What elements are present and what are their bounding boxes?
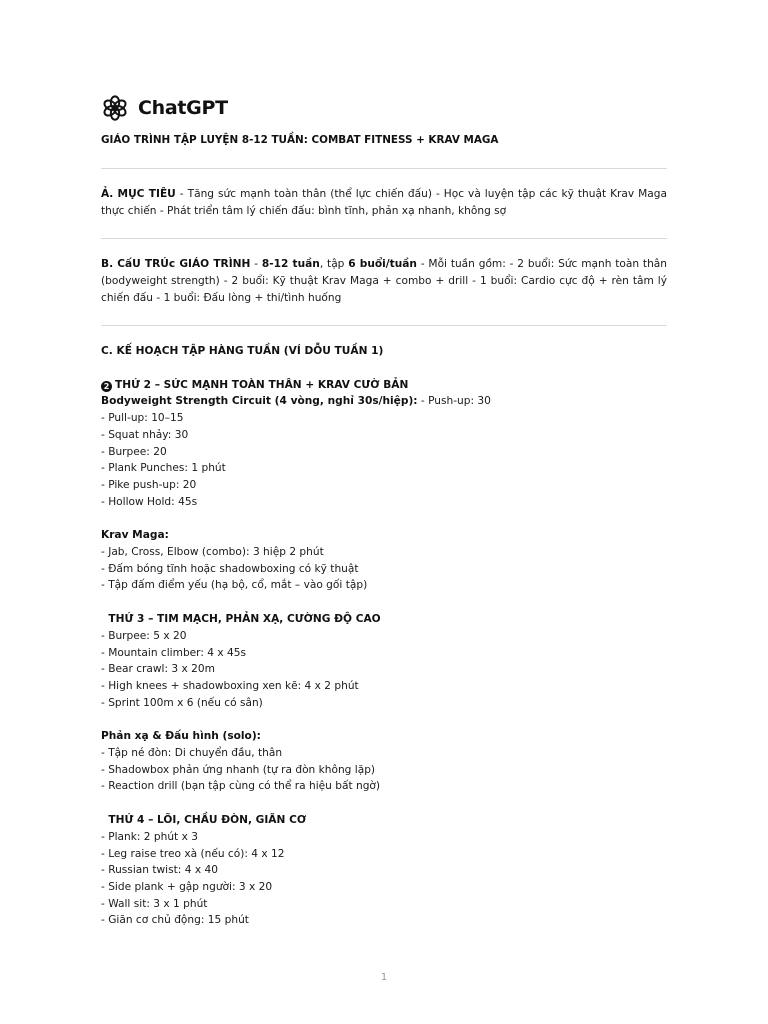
list-item: - Plank: 2 phút x 3 bbox=[101, 830, 198, 843]
chatgpt-logo bbox=[101, 92, 228, 124]
list-item: - Pike push-up: 20 bbox=[101, 478, 197, 491]
divider bbox=[101, 168, 667, 169]
list-item: - Burpee: 20 bbox=[101, 445, 167, 458]
list-item: - Pull-up: 10–15 bbox=[101, 412, 184, 425]
section-a bbox=[101, 186, 667, 220]
section-b-heading: B. CấU TRÚc GIÁO TRÌNH bbox=[101, 258, 251, 270]
list-item: - Jab, Cross, Elbow (combo): 3 hiệp 2 phút bbox=[101, 546, 324, 559]
brand-name: ChatGPT bbox=[138, 97, 228, 119]
list-item: - Bear crawl: 3 x 20m bbox=[101, 663, 215, 676]
list-item: - Squat nhảy: 30 bbox=[101, 428, 189, 441]
list-item: - Shadowbox phản ứng nhanh (tự ra đòn không lặp) bbox=[101, 763, 376, 776]
divider bbox=[101, 238, 667, 239]
day2-heading bbox=[101, 377, 667, 394]
circuit-line bbox=[101, 393, 667, 410]
section-c-heading: C. KẾ HOẠCH TẬP HÀNG TUẦN (VÍ DỖU TUẦN 1) bbox=[101, 345, 384, 357]
list-item: - Reaction drill (bạn tập cùng có thể ra hiệu bất ngờ) bbox=[101, 780, 381, 793]
day2-heading-text: THỨ 2 – SỨC MẠNH TOÀN THÂN + KRAV CƯỜ BẢN bbox=[115, 378, 409, 391]
list-item: - Side plank + gập người: 3 x 20 bbox=[101, 880, 273, 893]
list-item: - Đấm bóng tĩnh hoặc shadowboxing có kỹ thuật bbox=[101, 562, 359, 575]
section-b-separator: - bbox=[250, 258, 262, 270]
list-item: - Burpee: 5 x 20 bbox=[101, 629, 187, 642]
section-b bbox=[101, 256, 667, 307]
list-item: - Russian twist: 4 x 40 bbox=[101, 864, 218, 877]
section-a-heading: Ả. MỤC TIÊU bbox=[101, 188, 176, 200]
list-item: - Wall sit: 3 x 1 phút bbox=[101, 897, 208, 910]
page-number: 1 bbox=[380, 972, 388, 983]
section-b-weeks: 8-12 tuần bbox=[261, 258, 320, 270]
day4-heading: THỨ 4 – LÕI, CHẦU ĐÒN, GIÃN CƠ bbox=[101, 814, 307, 827]
document-title: GIÁO TRÌNH TẬP LUYỆN 8-12 TUẦN: COMBAT FITNESS + KRAV MAGA bbox=[101, 134, 499, 146]
list-item: - Giãn cơ chủ động: 15 phút bbox=[101, 914, 249, 927]
list-item: - Plank Punches: 1 phút bbox=[101, 462, 226, 475]
openai-logo-icon bbox=[101, 94, 129, 122]
circuit-first-item: - Push-up: 30 bbox=[417, 395, 491, 408]
reflex-label: Phản xạ & Đấu hình (solo): bbox=[101, 730, 261, 743]
list-item: - Sprint 100m x 6 (nếu có sân) bbox=[101, 696, 263, 709]
list-item: - Leg raise treo xà (nếu có): 4 x 12 bbox=[101, 847, 285, 860]
day3-heading: THỨ 3 – TIM MẠCH, PHẢN XẠ, CƯỜNG ĐỘ CAO bbox=[101, 613, 381, 626]
list-item: - Tập né đòn: Di chuyển đầu, thân bbox=[101, 747, 283, 760]
list-item: - Mountain climber: 4 x 45s bbox=[101, 646, 247, 659]
list-item: - Tập đấm điểm yếu (hạ bộ, cổ, mắt – vào gối tập) bbox=[101, 579, 368, 592]
list-item: - High knees + shadowboxing xen kẽ: 4 x 2 phút bbox=[101, 679, 359, 692]
divider bbox=[101, 325, 667, 326]
section-c bbox=[101, 343, 667, 929]
circuit-label: Bodyweight Strength Circuit (4 vòng, nghỉ 30s/hiệp): bbox=[101, 395, 418, 408]
section-b-text: - Mỗi tuần gồm: - 2 buổi: Sức mạnh toàn thân (bodyweight strength) - 2 buổi: Kỹ thuật Krav Maga + combo + drill - 1 buổi: Cardio cực độ + rèn tâm lý chiến đấu - 1 buổi: Đấu lòng + thi/tình huống bbox=[101, 258, 668, 304]
number-2-icon: 2 bbox=[101, 381, 112, 392]
section-a-text: - Tăng sức mạnh toàn thân (thể lực chiến đấu) - Học và luyện tập các kỹ thuật Krav Maga thực chiến - Phát triển tâm lý chiến đấu: bình tĩnh, phản xạ nhanh, không sợ bbox=[101, 188, 668, 217]
section-b-mid: , tập bbox=[319, 258, 349, 270]
section-b-sessions: 6 buổi/tuần bbox=[348, 258, 417, 270]
list-item: - Hollow Hold: 45s bbox=[101, 495, 198, 508]
krav-label: Krav Maga: bbox=[101, 529, 169, 542]
